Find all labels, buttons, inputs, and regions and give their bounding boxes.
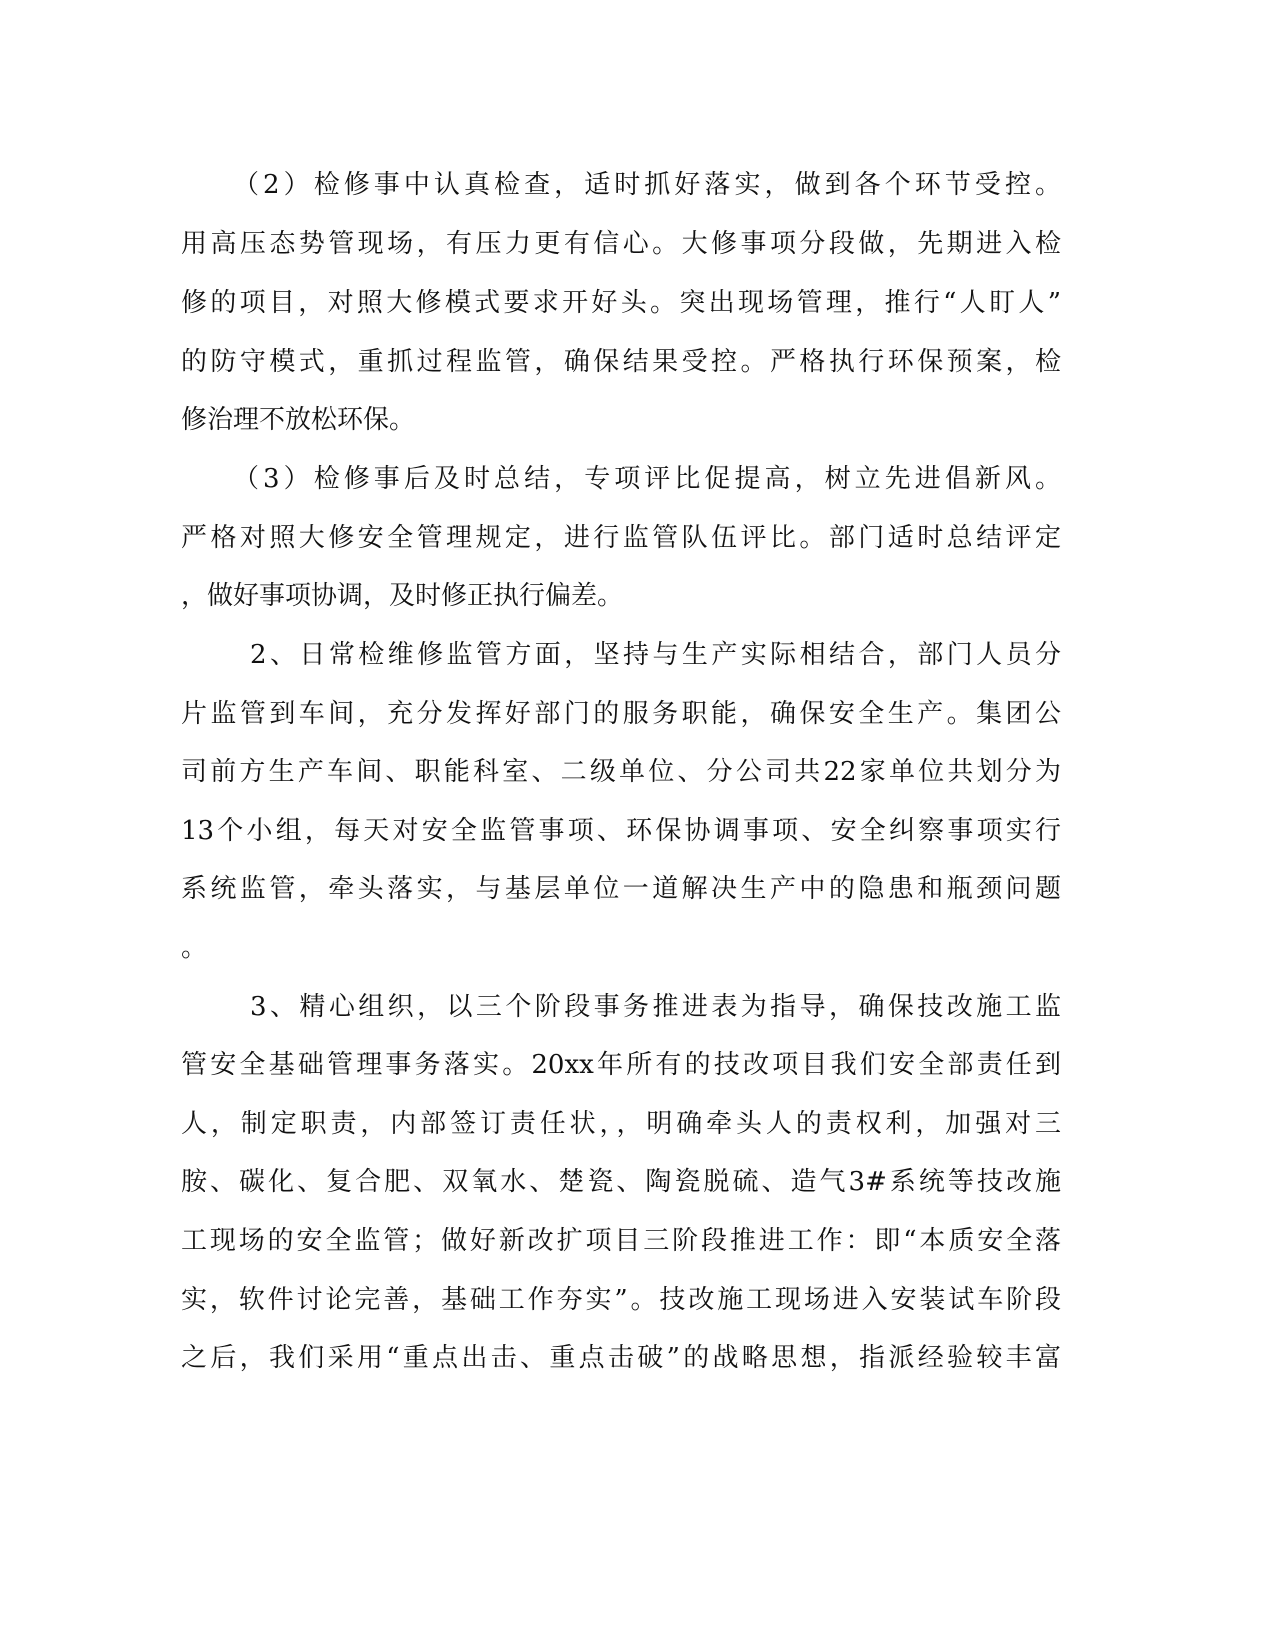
paragraph-2-line-1: （3）检修事后及时总结，专项评比促提高，树立先进倡新风。 bbox=[233, 464, 1061, 494]
paragraph-3-line-2: 片监管到车间，充分发挥好部门的服务职能，确保安全生产。集团公 bbox=[181, 699, 1061, 729]
paragraph-1-line-3: 修的项目，对照大修模式要求开好头。突出现场管理，推行“人盯人” bbox=[181, 288, 1061, 318]
paragraph-4-line-6: 实，软件讨论完善，基础工作夯实”。技改施工现场进入安装试车阶段 bbox=[181, 1285, 1061, 1315]
paragraph-2-line-2: 严格对照大修安全管理规定，进行监管队伍评比。部门适时总结评定 bbox=[181, 523, 1061, 553]
paragraph-4-line-7: 之后，我们采用“重点出击、重点击破”的战略思想，指派经验较丰富 bbox=[181, 1343, 1061, 1373]
paragraph-3-line-1: 2、日常检维修监管方面，坚持与生产实际相结合，部门人员分 bbox=[250, 640, 1061, 670]
paragraph-1-line-1: （2）检修事中认真检查，适时抓好落实，做到各个环节受控。 bbox=[233, 170, 1061, 200]
paragraph-3-line-6: 。 bbox=[181, 933, 208, 963]
paragraph-3-line-5: 系统监管，牵头落实，与基层单位一道解决生产中的隐患和瓶颈问题 bbox=[181, 874, 1061, 904]
paragraph-1-line-5: 修治理不放松环保。 bbox=[181, 405, 416, 435]
paragraph-4-line-2: 管安全基础管理事务落实。20xx年所有的技改项目我们安全部责任到 bbox=[181, 1050, 1061, 1080]
paragraph-1-line-4: 的防守模式，重抓过程监管，确保结果受控。严格执行环保预案，检 bbox=[181, 347, 1061, 377]
paragraph-4-line-3: 人，制定职责，内部签订责任状，，明确牵头人的责权利，加强对三 bbox=[181, 1109, 1061, 1139]
paragraph-3-line-3: 司前方生产车间、职能科室、二级单位、分公司共22家单位共划分为 bbox=[181, 757, 1061, 787]
paragraph-4-line-1: 3、精心组织，以三个阶段事务推进表为指导，确保技改施工监 bbox=[250, 992, 1061, 1022]
paragraph-3-line-4: 13个小组，每天对安全监管事项、环保协调事项、安全纠察事项实行 bbox=[181, 816, 1061, 846]
paragraph-4-line-5: 工现场的安全监管；做好新改扩项目三阶段推进工作：即“本质安全落 bbox=[181, 1226, 1061, 1256]
paragraph-1-line-2: 用高压态势管现场，有压力更有信心。大修事项分段做，先期进入检 bbox=[181, 229, 1061, 259]
paragraph-4-line-4: 胺、碳化、复合肥、双氧水、楚瓷、陶瓷脱硫、造气3#系统等技改施 bbox=[181, 1167, 1061, 1197]
paragraph-2-line-3: ，做好事项协调，及时修正执行偏差。 bbox=[181, 581, 624, 611]
